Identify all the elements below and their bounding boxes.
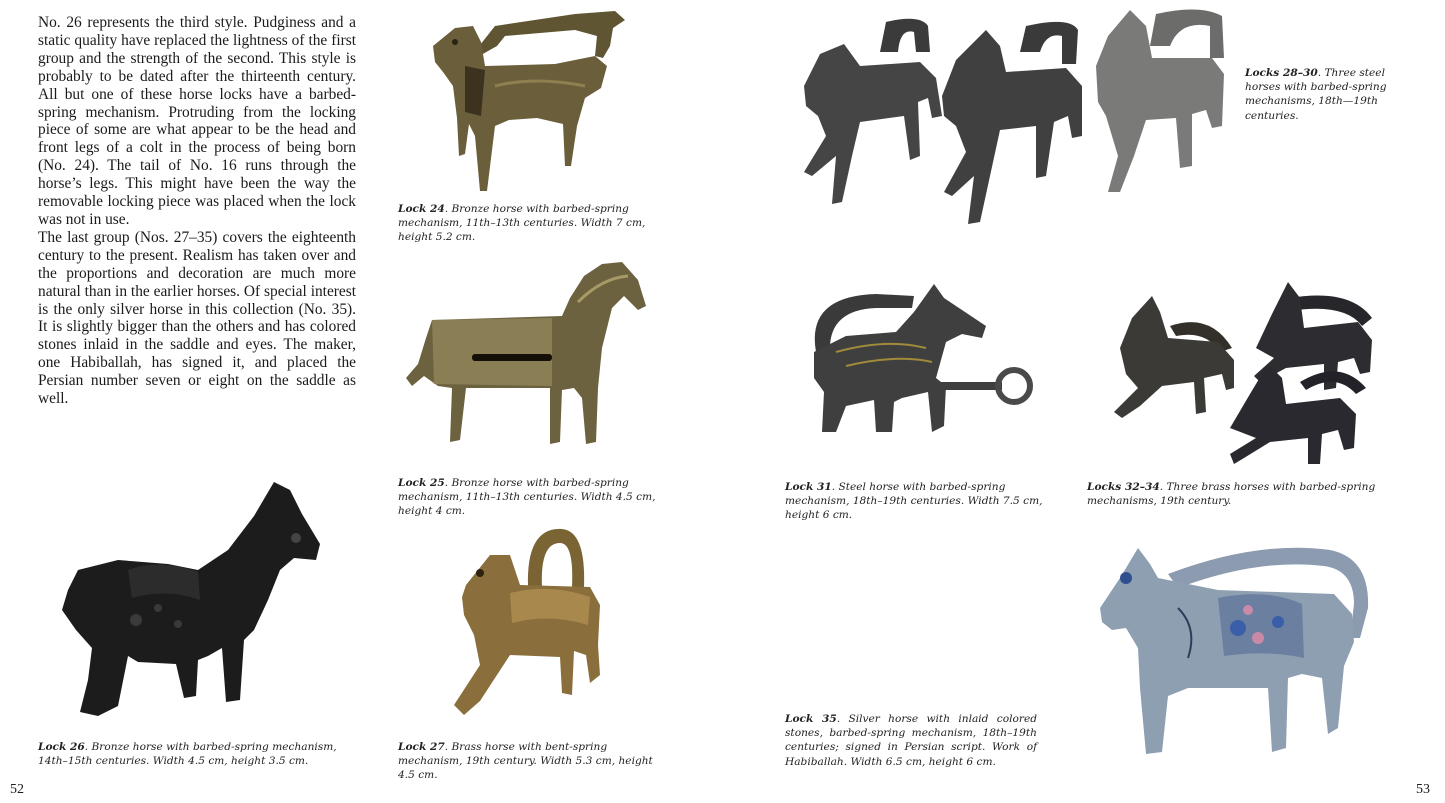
locks-32-34-caption	[1087, 480, 1407, 508]
caption-label: Lock 26	[38, 741, 85, 753]
caption-text: . Bronze horse with barbed-spring mechanism, 11th–13th centuries. Width 4.5 cm, height 4 cm.	[398, 477, 656, 518]
lock-31-photo	[806, 282, 1034, 438]
locks-28-30-photo	[800, 6, 1230, 226]
caption-label: Lock 35	[785, 713, 837, 725]
page-number-left: 52	[10, 782, 24, 797]
body-text	[38, 14, 356, 408]
caption-text: . Bronze horse with barbed-spring mechanism, 14th–15th centuries. Width 4.5 cm, height 3.5 cm.	[38, 741, 337, 768]
caption-label: Lock 27	[398, 741, 445, 753]
lock-26-photo	[58, 480, 320, 720]
caption-label: Lock 25	[398, 477, 445, 489]
body-paragraph: No. 26 represents the third style. Pudginess and a static quality have replaced the lightness of the first group and the strength of the second. This style is probably to be dated after the thirteenth century. All but one of these horse locks have a barbed-spring mechanism. Protruding from the locking piece of some are what appear to be the head and front legs of a colt in the process of being born (No. 24). The tail of No. 16 runs through the horse’s legs. This might have been the way the removable locking piece was placed when the lock was not in use.	[38, 14, 356, 228]
caption-text: . Steel horse with barbed-spring mechanism, 18th–19th centuries. Width 7.5 cm, height 6 cm.	[785, 481, 1043, 522]
caption-text: . Three brass horses with barbed-spring mechanisms, 19th century.	[1087, 481, 1376, 508]
lock-27-photo	[450, 525, 606, 721]
caption-label: Locks 28–30	[1245, 67, 1318, 79]
caption-text: . Brass horse with bent-spring mechanism, 19th century. Width 5.3 cm, height 4.5 cm.	[398, 741, 653, 782]
locks-28-30-caption	[1245, 66, 1407, 123]
lock-24-caption	[398, 202, 660, 245]
caption-label: Lock 24	[398, 203, 445, 215]
page-number-right: 53	[1416, 782, 1430, 797]
body-paragraph: The last group (Nos. 27–35) covers the eighteenth century to the present. Realism has taken over and the proportions and decoration are much more natural than in the earlier horses. Of special interest is the only silver horse in this collection (No. 35). It is slightly bigger than the others and has colored stones inlaid in the saddle and eyes. The maker, one Habiballah, has signed it, and placed the Persian number seven or eight on the saddle as well.	[38, 228, 356, 408]
lock-35-photo	[1098, 538, 1374, 760]
lock-27-caption	[398, 740, 660, 783]
lock-25-caption	[398, 476, 660, 519]
caption-text: . Bronze horse with barbed-spring mechanism, 11th–13th centuries. Width 7 cm, height 5.2 cm.	[398, 203, 646, 244]
caption-text: . Silver horse with inlaid colored stones, barbed-spring mechanism, 18th–19th centuries; signed in Persian script. Work of Habiballah. Width 6.5 cm, height 6 cm.	[785, 713, 1037, 768]
caption-text: . Three steel horses with barbed-spring mechanisms, 18th—19th centuries.	[1245, 67, 1387, 122]
lock-25-photo	[402, 258, 650, 454]
lock-35-caption	[785, 712, 1037, 769]
lock-24-photo	[425, 6, 635, 194]
locks-32-34-photo	[1110, 278, 1380, 470]
caption-label: Lock 31	[785, 481, 832, 493]
lock-31-caption	[785, 480, 1047, 523]
lock-26-caption	[38, 740, 358, 768]
caption-label: Locks 32–34	[1087, 481, 1160, 493]
